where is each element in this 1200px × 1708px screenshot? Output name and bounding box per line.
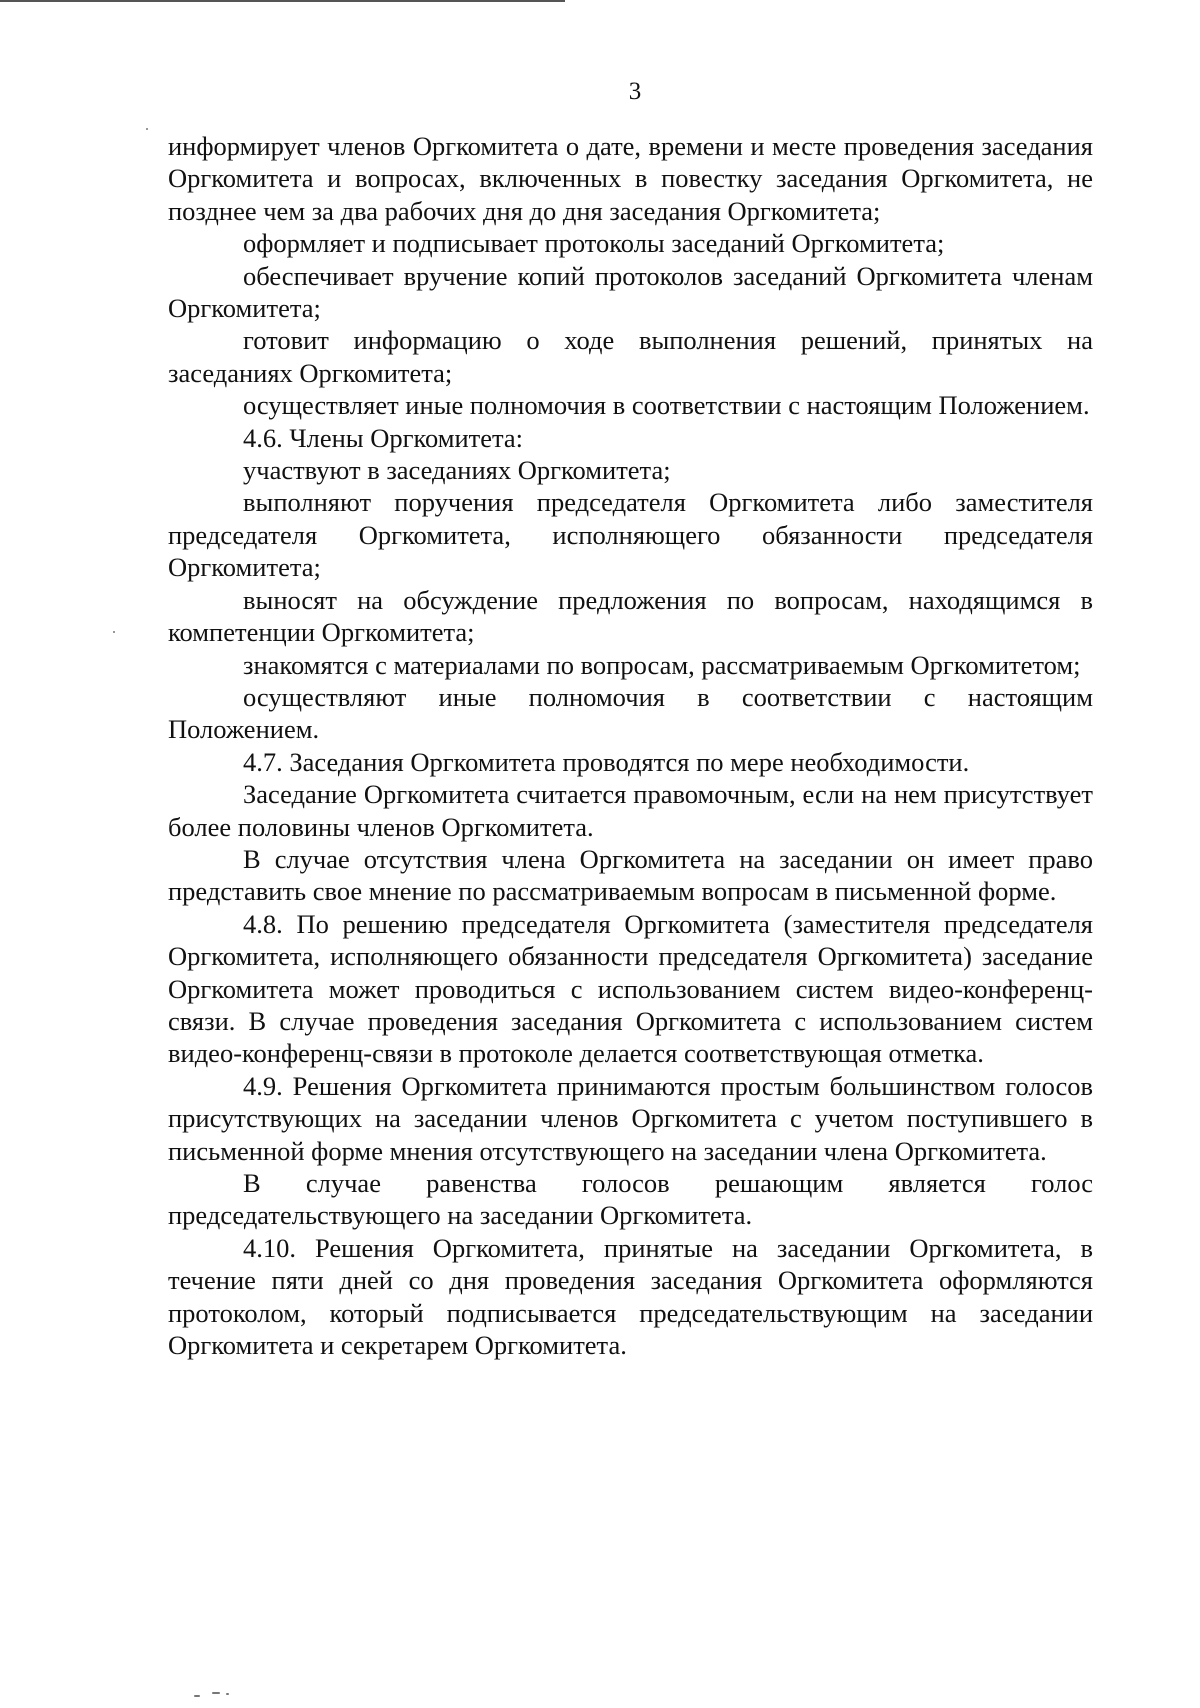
scan-top-edge-line: [0, 0, 565, 2]
scan-speck: [113, 631, 115, 633]
paragraph-5: осуществляет иные полномочия в соответствии с настоящим Положением.: [243, 390, 1090, 421]
section-4-10-paragraph: 4.10. Решения Оргкомитета, принятые на заседании Оргкомитета, в течение пяти дней со дня проведения заседания Оргкомитета оформляются протоколом, который подписывается председательствующим на заседании Оргкомитета и секретарем Оргкомитета.: [168, 1232, 1093, 1361]
paragraph-7: участвуют в заседаниях Оргкомитета;: [243, 455, 671, 486]
scan-speck: [212, 1692, 220, 1694]
scan-speck: [226, 1693, 229, 1695]
page-number: 3: [628, 78, 642, 105]
paragraph-14: В случае отсутствия члена Оргкомитета на заседании он имеет право представить свое мнение по рассматриваемым вопросам в письменной форме.: [168, 843, 1093, 907]
paragraph-17: В случае равенства голосов решающим является голос председательствующего на заседании Оргкомитета.: [168, 1168, 1093, 1231]
paragraph-3: обеспечивает вручение копий протоколов заседаний Оргкомитета членам Оргкомитета;: [168, 260, 1093, 324]
paragraph-2: оформляет и подписывает протоколы заседаний Оргкомитета;: [243, 228, 945, 259]
paragraph-8: выполняют поручения председателя Оргкомитета либо заместителя председателя Оргкомитета, исполняющего обязанности председателя Оргкомитета;: [168, 487, 1093, 583]
section-4-8-paragraph: 4.8. По решению председателя Оргкомитета (заместителя председателя Оргкомитета, исполняющего обязанности председателя Оргкомитета) заседание Оргкомитета может проводиться с использованием систем видео-конференц-связи. В случае проведения заседания Оргкомитета с использованием систем видео-конференц-связи в протоколе делается соответствующая отметка.: [168, 908, 1093, 1069]
paragraph-4: готовит информацию о ходе выполнения решений, принятых на заседаниях Оргкомитета;: [168, 325, 1093, 388]
section-4-9-paragraph: 4.9. Решения Оргкомитета принимаются простым большинством голосов присутствующих на заседании членов Оргкомитета с учетом поступившего в письменной форме мнения отсутствующего на заседании члена Оргкомитета.: [168, 1070, 1093, 1166]
scan-speck: [194, 1695, 200, 1697]
paragraph-1: информирует членов Оргкомитета о дате, времени и месте проведения заседания Оргкомитета и вопросах, включенных в повестку заседания Оргкомитета, не позднее чем за два рабочих дня до дня заседания Оргкомитета;: [168, 131, 1093, 226]
paragraph-10: знакомятся с материалами по вопросам, рассматриваемым Оргкомитетом;: [243, 649, 1081, 680]
section-4-7-paragraph: 4.7. Заседания Оргкомитета проводятся по мере необходимости.: [243, 746, 970, 777]
scan-speck: [146, 128, 148, 130]
document-body: [168, 130, 1093, 1361]
paragraph-11: осуществляют иные полномочия в соответствии с настоящим Положением.: [168, 681, 1093, 745]
paragraph-9: выносят на обсуждение предложения по вопросам, находящимся в компетенции Оргкомитета;: [168, 584, 1093, 648]
section-4-6-heading: 4.6. Члены Оргкомитета:: [243, 422, 524, 453]
paragraph-13: Заседание Оргкомитета считается правомочным, если на нем присутствует более половины членов Оргкомитета.: [168, 779, 1093, 842]
